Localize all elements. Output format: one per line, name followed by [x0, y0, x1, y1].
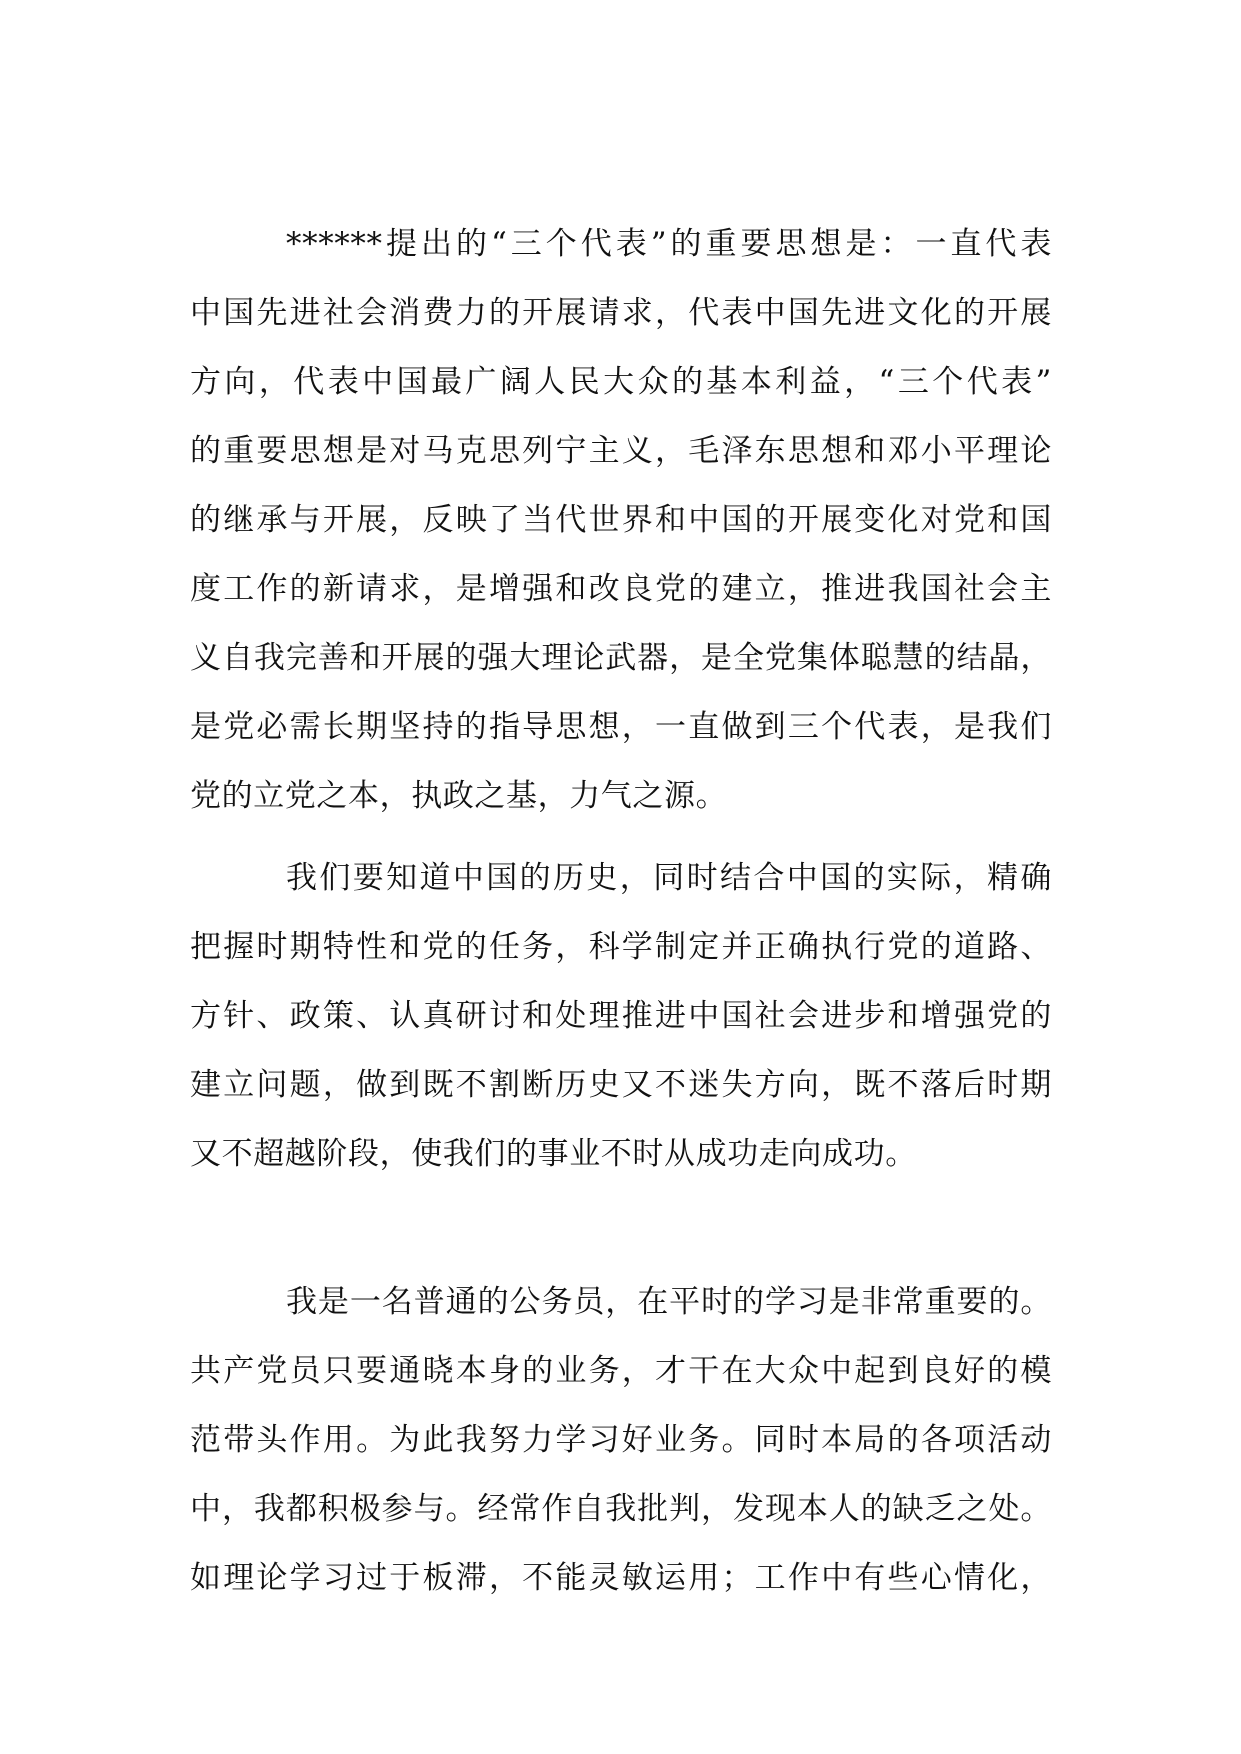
paragraph-line: 建立问题，做到既不割断历史又不迷失方向，既不落后时期	[190, 1067, 1052, 1103]
paragraph-line: 党的立党之本，执政之基，力气之源。	[190, 778, 728, 814]
paragraph-line: 的继承与开展，反映了当代世界和中国的开展变化对党和国	[190, 502, 1052, 538]
paragraph-line: 方针、政策、认真研讨和处理推进中国社会进步和增强党的	[190, 998, 1052, 1034]
paragraph-line: 中国先进社会消费力的开展请求，代表中国先进文化的开展	[190, 295, 1052, 331]
paragraph-line: 如理论学习过于板滞，不能灵敏运用；工作中有些心情化，	[190, 1560, 1052, 1596]
paragraph-line: 是党必需长期坚持的指导思想，一直做到三个代表，是我们	[190, 709, 1052, 745]
paragraph-line: 共产党员只要通晓本身的业务，才干在大众中起到良好的模	[190, 1353, 1052, 1389]
paragraph-line: 的重要思想是对马克思列宁主义，毛泽东思想和邓小平理论	[190, 433, 1052, 469]
paragraph-three-represents	[190, 210, 1052, 831]
paragraph-line: 义自我完善和开展的强大理论武器，是全党集体聪慧的结晶，	[190, 640, 1052, 676]
paragraph-line: ******提出的“三个代表”的重要思想是：一直代表	[286, 226, 1052, 262]
paragraph-line: 方向，代表中国最广阔人民大众的基本利益，“三个代表”	[190, 364, 1052, 400]
paragraph-line: 把握时期特性和党的任务，科学制定并正确执行党的道路、	[190, 929, 1052, 965]
paragraph-line: 中，我都积极参与。经常作自我批判，发现本人的缺乏之处。	[190, 1491, 1052, 1527]
paragraph-line: 我是一名普通的公务员，在平时的学习是非常重要的。	[286, 1284, 1052, 1320]
paragraph-line: 度工作的新请求，是增强和改良党的建立，推进我国社会主	[190, 571, 1052, 607]
paragraph-civil-servant	[190, 1268, 1052, 1613]
paragraph-line: 我们要知道中国的历史，同时结合中国的实际，精确	[286, 860, 1052, 896]
paragraph-line: 又不超越阶段，使我们的事业不时从成功走向成功。	[190, 1136, 917, 1172]
paragraph-history	[190, 844, 1052, 1189]
paragraph-line: 范带头作用。为此我努力学习好业务。同时本局的各项活动	[190, 1422, 1052, 1458]
